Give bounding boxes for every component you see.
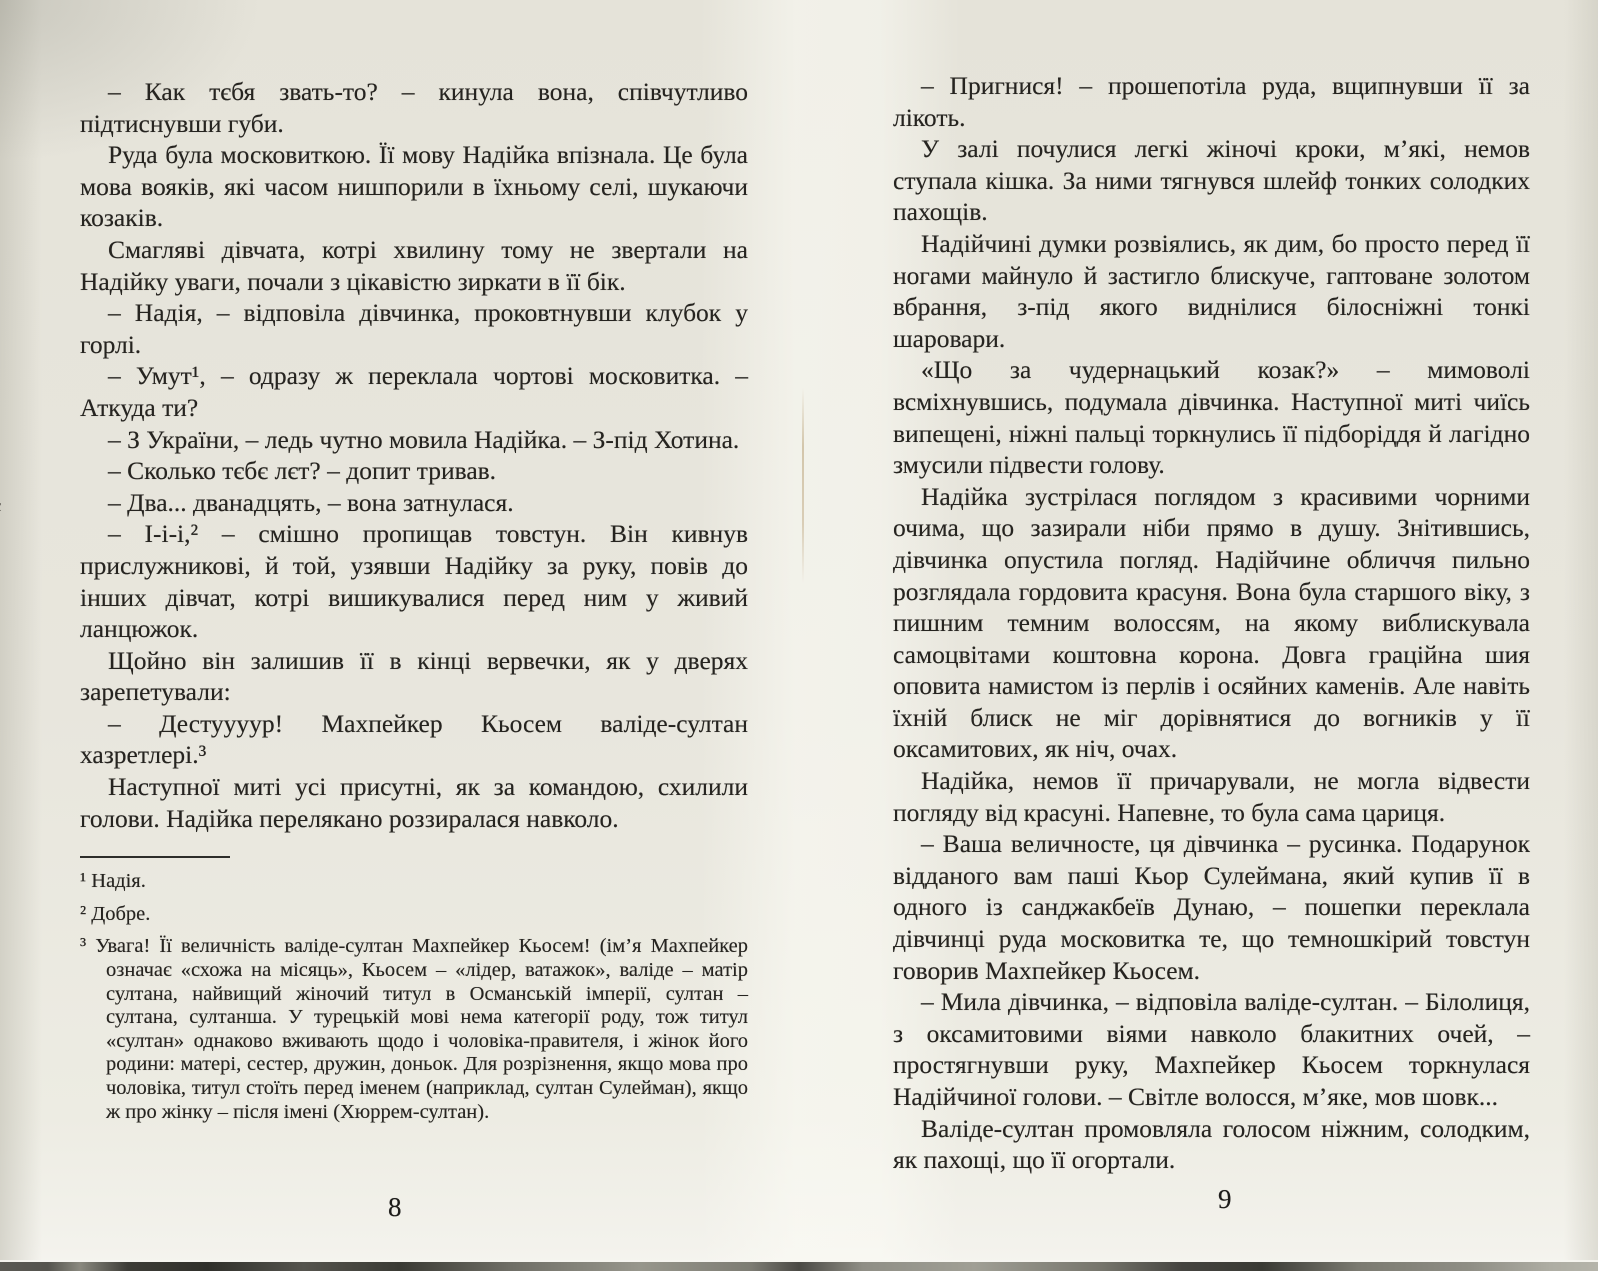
- page-number-left: 8: [388, 1192, 402, 1222]
- paragraph: – Дестуууур! Махпейкер Кьосем валіде-султан хазретлері.³: [80, 708, 748, 770]
- paragraph: – Как тєбя звать-то? – кинула вона, співчутливо підтиснувши губи.: [80, 77, 748, 138]
- paragraph: – Умут¹, – одразу ж переклала чортові московитка. – Аткуда ти?: [80, 361, 748, 422]
- paragraph: «Що за чудернацький козак?» – мимоволі всміхнувшись, подумала дівчинка. Наступної миті чиїсь випещені, ніжні пальці торкнулись її підборіддя й лагідно змусили підвести голову.: [893, 355, 1530, 480]
- footnotes-block: [80, 856, 748, 1124]
- gutter-shadow: [802, 388, 804, 583]
- scan-bottom-edge: [0, 1262, 1598, 1271]
- paragraph: Щойно він залишив її в кінці вервечки, як у дверях зарепетували:: [80, 645, 748, 707]
- paragraph: Наступної миті усі присутні, як за командою, схилили голови. Надійка перелякано роззиралася навколо.: [80, 772, 748, 833]
- paragraph: – Сколько тєбє лєт? – допит тривав.: [108, 456, 497, 486]
- paragraph: – І-і-і,² – смішно пропищав товстун. Він кивнув прислужникові, й той, узявши Надійку за руку, повів до інших дівчат, котрі вишикувалися перед ним у живий ланцюжок.: [80, 519, 748, 644]
- paragraph: – Ваша величносте, ця дівчинка – русинка. Подарунок відданого вам паші Кьор Сулеймана, який купив її в одного із санджакбеїв Дунаю, – пошепки переклала дівчинці руда московитка те, що темношкірий товстун говорив Махпейкер Кьосем.: [893, 829, 1530, 985]
- footnote: ³ Увага! Її величність валіде-султан Махпейкер Кьосем! (ім’я Махпейкер означає «схожа на місяць», Кьосем – «лідер, ватажок», валіде – матір султана, найвищий жіночий титул в Османській імперії, султан – султана, султанша. У турецькій мові нема категорії роду, тож титул «султан» однаково вживають щодо і чоловіка-правителя, і жінок його родини: матері, сестер, дружин, доньок. Для розрізнення, якщо мова про чоловіка, титул стоїть перед іменем (наприклад, султан Сулейман), якщо ж про жінку – після імені (Хюррем-султан).: [80, 935, 748, 1123]
- right-page: [893, 70, 1530, 1176]
- paragraph: Смагляві дівчата, котрі хвилину тому не звертали на Надійку уваги, почали з цікавістю зиркати в її бік.: [80, 234, 748, 296]
- footnote: ¹ Надія.: [80, 870, 146, 893]
- paragraph: Надійка, немов її причарували, не могла відвести погляду від красуні. Напевне, то була сама цариця.: [893, 766, 1530, 827]
- paragraph: – Мила дівчинка, – відповіла валіде-султан. – Білолиця, з оксамитовими віями навколо блакитних очей, – простягнувши руку, Махпейкер Кьосем торкнулася Надійчиної голови. – Світле волосся, м’яке, мов шовк...: [893, 987, 1530, 1111]
- paragraph: Надійчині думки розвіялись, як дим, бо просто перед її ногами майнуло й застигло блискуче, гаптоване золотом вбрання, з-під якого виднілися білосніжні тонкі шаровари.: [893, 228, 1530, 353]
- paragraph: Надійка зустрілася поглядом з красивими чорними очима, що зазирали ніби прямо в душу. Знітившись, дівчинка опустила погляд. Надійчине обличчя пильно розглядала гордовита красуня. Вона була старшого віку, з пишним темним волоссям, на якому виблискувала самоцвітами коштовна корона. Довга граційна шия оповита намистом із перлів і осяйних каменів. Але навіть їхній блиск не міг дорівнятися до вогників у її оксамитових, як ніч, очах.: [893, 481, 1530, 764]
- paragraph: – Надія, – відповіла дівчинка, проковтнувши клубок у горлі.: [80, 298, 748, 359]
- paragraph: Руда була московиткою. Її мову Надійка впізнала. Це була мова вояків, які часом нишпорили в їхньому селі, шукаючи козаків.: [80, 140, 748, 233]
- paragraph: – З України, – ледь чутно мовила Надійка. – З-під Хотина.: [108, 424, 740, 454]
- left-page: [80, 76, 748, 1124]
- paragraph: Валіде-султан промовляла голосом ніжним, солодким, як пахощі, що її огортали.: [893, 1113, 1530, 1175]
- footnote: ² Добре.: [80, 902, 151, 925]
- footnote-rule: [80, 856, 230, 858]
- page-number-right: 9: [1218, 1184, 1232, 1214]
- paragraph: У залі почулися легкі жіночі кроки, м’які, немов ступала кішка. За ними тягнувся шлейф тонких солодких пахощів.: [893, 134, 1530, 227]
- paragraph: – Пригнися! – прошепотіла руда, вщипнувши її за лікоть.: [893, 71, 1530, 132]
- margin-mark: [0, 496, 1, 516]
- paragraph: – Два... дванадцять, – вона затнулася.: [108, 487, 514, 517]
